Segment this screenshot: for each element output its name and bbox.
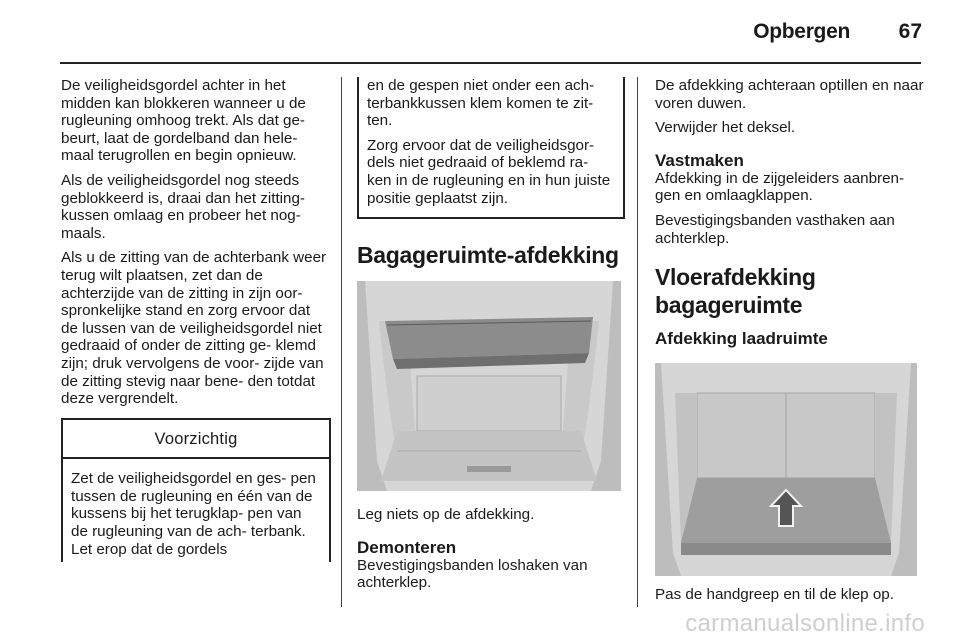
watermark: carmanualsonline.info bbox=[685, 610, 925, 637]
page-number: 67 bbox=[898, 20, 922, 43]
paragraph: Leg niets op de afdekking. bbox=[357, 506, 535, 524]
header-rule bbox=[60, 62, 921, 64]
column-1 bbox=[61, 77, 331, 562]
paragraph: Als u de zitting van de achterbank weer terug wilt plaatsen, zet dan de achterzijde van de zitting in zijn oor- spronkelijke stand en zorg ervoor dat de lussen van de veiligheidsgordel niet gedraaid of onder de zitting ge- klemd zijn; druk vervolgens de voor- zijde van de zitting stevig naar bene- den totdat deze vergrendelt. bbox=[61, 249, 327, 408]
sub-heading: Afdekking laadruimte bbox=[655, 329, 828, 349]
section-title-line: Vloerafdekking bbox=[655, 264, 816, 291]
cargo-cover-illustration bbox=[357, 281, 621, 491]
figure-caption: Pas de handgreep en til de klep op. bbox=[655, 586, 894, 604]
caution-text: en de gespen niet onder een ach- terbankkussen klem komen te zit- ten. bbox=[367, 77, 595, 130]
column-2 bbox=[357, 77, 625, 599]
caution-heading: Voorzichtig bbox=[63, 420, 329, 460]
page-header-title: Opbergen bbox=[753, 20, 850, 43]
caution-box-continued bbox=[357, 77, 625, 219]
sub-heading: Vastmaken bbox=[655, 150, 744, 170]
column-divider bbox=[341, 77, 342, 607]
floor-cover-illustration bbox=[655, 363, 917, 576]
sub-heading: Demonteren bbox=[357, 537, 457, 557]
paragraph: Bevestigingsbanden loshaken van achterklep. bbox=[357, 556, 588, 592]
paragraph: Als de veiligheidsgordel nog steeds geblokkeerd is, draai dan het zitting- kussen omlaag en probeer het nog- maals. bbox=[61, 171, 305, 242]
column-divider bbox=[637, 77, 638, 607]
paragraph: Afdekking in de zijgeleiders aanbren- gen en omlaagklappen. bbox=[655, 169, 905, 205]
caution-text: Zorg ervoor dat de veiligheidsgor- dels niet gedraaid of beklemd ra- ken in de rugleuning en in hun juiste positie geplaatst zijn. bbox=[367, 136, 611, 207]
section-title bbox=[655, 263, 927, 319]
caution-box bbox=[61, 418, 331, 563]
section-title-line: bagageruimte bbox=[655, 292, 803, 319]
paragraph: De afdekking achteraan optillen en naar voren duwen. bbox=[655, 77, 924, 112]
paragraph: Verwijder het deksel. bbox=[655, 119, 796, 137]
caution-text: Zet de veiligheidsgordel en ges- pen tussen de rugleuning en één van de kussens bij het terugklap- pen van de rugleuning van de ach- terbank. Let erop dat de gordels bbox=[71, 470, 316, 558]
paragraph: De veiligheidsgordel achter in het midden kan blokkeren wanneer u de rugleuning omhoog trekt. Als dat ge- beurt, laat de gordelband dan hele- maal terugrollen en begin opnieuw. bbox=[61, 77, 306, 165]
paragraph: Bevestigingsbanden vasthaken aan achterklep. bbox=[655, 211, 895, 247]
column-3 bbox=[655, 77, 927, 611]
section-title: Bagageruimte-afdekking bbox=[357, 242, 619, 269]
